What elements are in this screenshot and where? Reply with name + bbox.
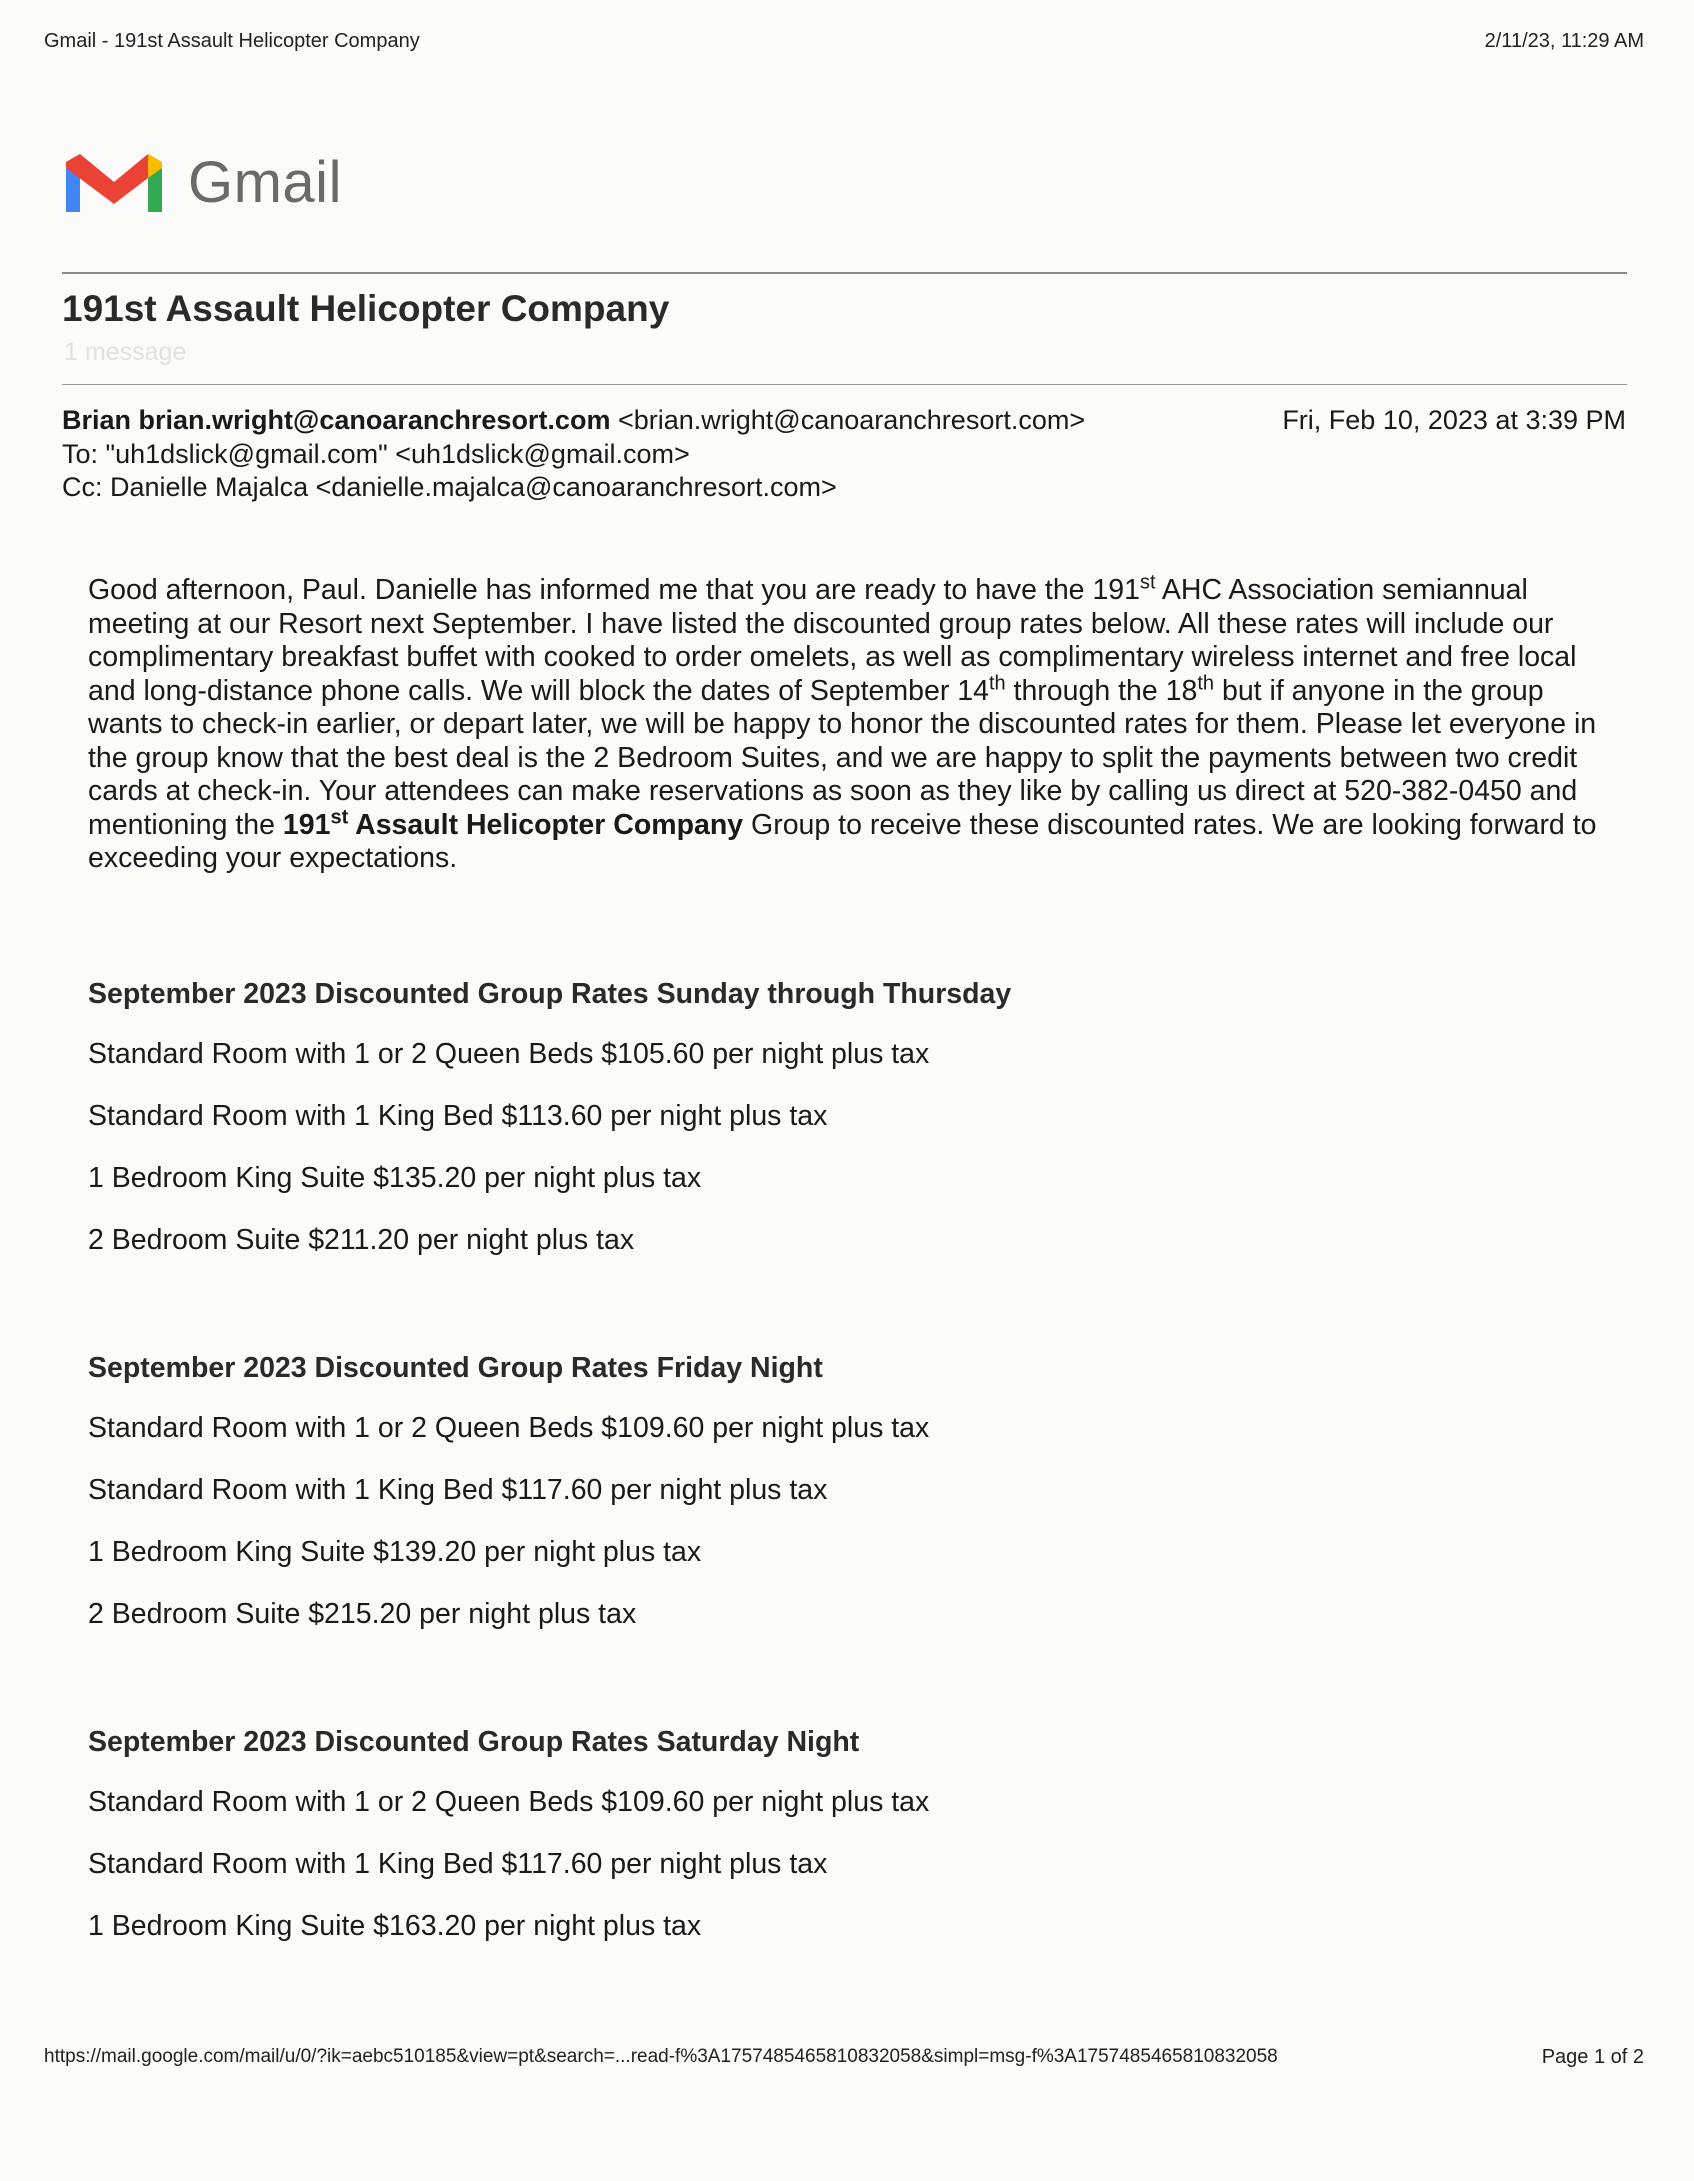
superscript: th — [1197, 672, 1215, 694]
superscript: st — [330, 806, 349, 828]
rate-line: Standard Room with 1 King Bed $117.60 per night plus tax — [88, 1848, 828, 1880]
rate-line: Standard Room with 1 King Bed $113.60 per night plus tax — [88, 1100, 828, 1132]
body-text: through the 18 — [1005, 674, 1198, 707]
sender-email: <brian.wright@canoaranchresort.com> — [617, 405, 1086, 435]
body-bold: 191 — [282, 808, 331, 841]
rate-line: Standard Room with 1 or 2 Queen Beds $109.60 per night plus tax — [88, 1412, 930, 1444]
print-footer-url: https://mail.google.com/mail/u/0/?ik=aebc510185&view=pt&search=...read-f%3A1757485465810832058&simpl=msg-f%3A1757485465810832058 — [44, 2046, 1278, 2067]
page-number: Page 1 of 2 — [1541, 2046, 1644, 2068]
rate-line: 1 Bedroom King Suite $139.20 per night plus tax — [88, 1536, 702, 1568]
print-header-title: Gmail - 191st Assault Helicopter Company — [44, 30, 420, 52]
rate-line: 2 Bedroom Suite $211.20 per night plus tax — [88, 1224, 635, 1256]
rate-line: 1 Bedroom King Suite $163.20 per night plus tax — [88, 1910, 702, 1942]
message-body — [88, 571, 1608, 876]
body-text: but if anyone in the group wants to check-in earlier, or depart later, we will be happy to honor the discounted rates for them. Please let everyone in the group know that the best deal is the 2 Bedroom Suites, and we are happy to split the payments between two credit cards at check-in. Your attendees can make reservations as soon as they like by calling us direct at 520-382-0450 and mentioning the — [88, 674, 1597, 841]
body-text: Group to receive these discounted rates. We are looking forward to exceeding your expectations. — [88, 808, 1597, 874]
print-header-datetime: 2/11/23, 11:29 AM — [1484, 30, 1644, 52]
rate-section-sun-thu — [88, 978, 1011, 1285]
to-line: To: "uh1dslick@gmail.com" <uh1dslick@gmail.com> — [62, 439, 690, 469]
thread-subject: 191st Assault Helicopter Company — [62, 288, 670, 329]
cc-line: Cc: Danielle Majalca <danielle.majalca@canoaranchresort.com> — [62, 472, 837, 502]
rate-line: 2 Bedroom Suite $215.20 per night plus tax — [88, 1598, 637, 1630]
message-date: Fri, Feb 10, 2023 at 3:39 PM — [1282, 405, 1626, 435]
body-bold: Assault Helicopter Company — [348, 808, 744, 841]
rate-section-title: September 2023 Discounted Group Rates Saturday Night — [88, 1726, 860, 1758]
gmail-wordmark: Gmail — [188, 149, 342, 215]
rate-section-saturday — [88, 1726, 929, 1971]
divider — [62, 272, 1627, 274]
divider — [62, 384, 1627, 385]
body-text: Good afternoon, Paul. Danielle has informed me that you are ready to have the 191 — [88, 574, 1140, 606]
gmail-logo — [60, 148, 342, 216]
body-text: AHC Association semiannual meeting at our Resort next September. I have listed the discounted group rates below. All these rates will include our complimentary breakfast buffet with cooked to order omelets, as well as complimentary wireless internet and free local and long-distance phone calls. We will block the dates of September 14 — [88, 574, 1577, 707]
rate-line: Standard Room with 1 or 2 Queen Beds $109.60 per night plus tax — [88, 1786, 930, 1818]
rate-section-title: September 2023 Discounted Group Rates Sunday through Thursday — [88, 978, 1012, 1010]
rate-section-title: September 2023 Discounted Group Rates Friday Night — [88, 1352, 823, 1384]
sender-name: Brian brian.wright@canoaranchresort.com — [62, 405, 611, 435]
rate-line: 1 Bedroom King Suite $135.20 per night plus tax — [88, 1162, 702, 1194]
superscript: st — [1140, 571, 1156, 594]
rate-line: Standard Room with 1 King Bed $117.60 per night plus tax — [88, 1474, 828, 1506]
rate-line: Standard Room with 1 or 2 Queen Beds $105.60 per night plus tax — [88, 1038, 930, 1070]
rate-section-friday — [88, 1352, 929, 1659]
sender-line — [62, 405, 1085, 436]
message-count: 1 message — [64, 338, 187, 366]
superscript: th — [988, 672, 1006, 694]
gmail-m-icon — [60, 148, 168, 216]
